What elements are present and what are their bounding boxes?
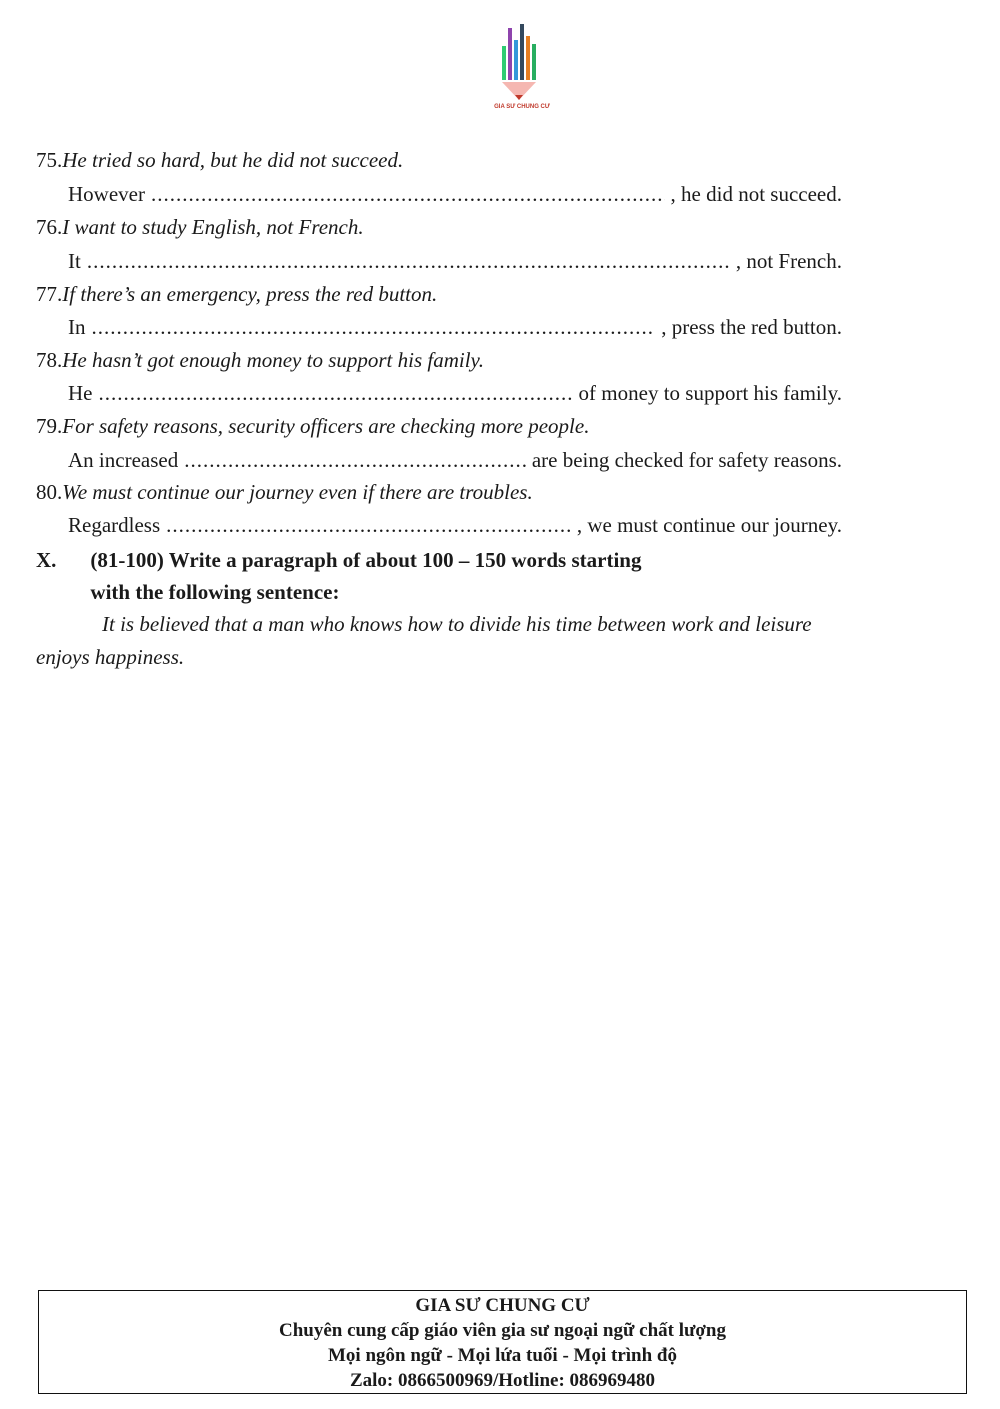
answer-end: , he did not succeed. [670, 182, 842, 206]
footer-box [38, 1290, 967, 1394]
footer-contact: Zalo: 0866500969/Hotline: 086969480 [349, 1370, 656, 1391]
answer-start: In [68, 315, 86, 339]
question-text: I want to study English, not French. [62, 215, 364, 239]
question-text: We must continue our journey even if there are troubles. [62, 480, 533, 504]
footer-slogan: Mọi ngôn ngữ - Mọi lứa tuổi - Mọi trình độ [328, 1345, 677, 1366]
question-number: 75. [36, 148, 63, 172]
answer-end: , we must continue our journey. [576, 513, 842, 537]
answer-blank [166, 513, 571, 538]
question-prompt [36, 480, 533, 505]
answer-line [68, 448, 842, 473]
answer-start: Regardless [68, 513, 161, 537]
answer-end: of money to support his family. [578, 381, 842, 405]
answer-line [68, 381, 842, 406]
answer-blank [92, 315, 656, 340]
section-heading [36, 544, 641, 608]
answer-end: , press the red button. [661, 315, 842, 339]
logo-text: GIA SƯ CHUNG CƯ [494, 104, 550, 110]
answer-start: He [68, 381, 93, 405]
question-number: 78. [36, 348, 63, 372]
question-number: 80. [36, 480, 63, 504]
answer-blank [151, 182, 665, 207]
footer-tagline: Chuyên cung cấp giáo viên gia sư ngoại ngữ chất lượng [279, 1320, 726, 1341]
section-instruction-line-2: with the following sentence: [90, 580, 340, 604]
question-prompt [36, 148, 403, 173]
answer-start: However [68, 182, 145, 206]
question-number: 77. [36, 282, 63, 306]
answer-line [68, 249, 842, 274]
answer-line [68, 513, 842, 538]
question-prompt [36, 348, 484, 373]
answer-end: , not French. [735, 249, 842, 273]
footer-brand: GIA SƯ CHUNG CƯ [415, 1295, 590, 1316]
question-text: If there’s an emergency, press the red button. [62, 282, 438, 306]
answer-start: An increased [68, 448, 179, 472]
pencil-bars-logo-icon [496, 20, 548, 102]
answer-end: are being checked for safety reasons. [531, 448, 842, 472]
section-number: X. [36, 548, 57, 572]
answer-line [68, 315, 842, 340]
question-prompt [36, 215, 364, 240]
question-text: He tried so hard, but he did not succeed. [62, 148, 404, 172]
answer-start: It [68, 249, 81, 273]
question-prompt [36, 282, 437, 307]
question-number: 79. [36, 414, 63, 438]
writing-prompt: It is believed that a man who knows how to divide his time between work and leisure enjoys happiness. [36, 612, 812, 669]
answer-blank [87, 249, 730, 274]
answer-blank [184, 448, 526, 473]
question-prompt [36, 414, 589, 439]
question-text: He hasn’t got enough money to support his family. [62, 348, 484, 372]
question-number: 76. [36, 215, 63, 239]
question-text: For safety reasons, security officers are checking more people. [62, 414, 590, 438]
answer-line [68, 182, 842, 207]
section-instruction-line-1: (81-100) Write a paragraph of about 100 – 150 words starting [90, 548, 642, 572]
logo [476, 20, 568, 120]
answer-blank [99, 381, 573, 406]
